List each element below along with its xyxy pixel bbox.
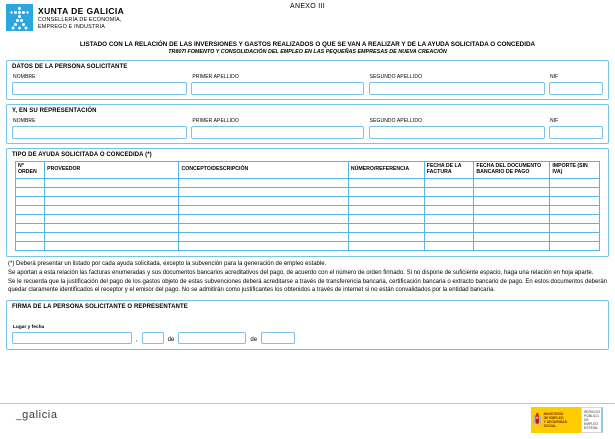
- place-input[interactable]: [12, 332, 132, 344]
- aid-table-cell[interactable]: [179, 241, 348, 250]
- aid-table-empty-row: [15, 223, 599, 232]
- org-name: XUNTA DE GALICIA: [38, 6, 125, 16]
- aid-table-cell[interactable]: [348, 187, 424, 196]
- representative-segundo-apellido-label: SEGUNDO APELLIDO: [369, 118, 423, 124]
- aid-table-cell[interactable]: [15, 241, 44, 250]
- aid-table-cell[interactable]: [45, 196, 179, 205]
- aid-table-cell[interactable]: [15, 178, 44, 187]
- applicant-nif-field: [549, 72, 603, 95]
- de-separator-1: de: [167, 336, 175, 343]
- col-header-fecha-factura: FECHA DE LA FACTURA: [424, 162, 474, 179]
- aid-table-cell[interactable]: [15, 196, 44, 205]
- representative-segundo-apellido-field: [369, 116, 545, 139]
- form-content: [6, 41, 609, 350]
- aid-table-cell[interactable]: [179, 232, 348, 241]
- aid-table-cell[interactable]: [474, 196, 550, 205]
- representative-section-title: Y, EN SU REPRESENTACIÓN: [12, 108, 97, 114]
- aid-table: [15, 161, 600, 251]
- de-separator-2: de: [250, 336, 258, 343]
- representative-nombre-input[interactable]: [12, 126, 187, 139]
- aid-table-cell[interactable]: [45, 223, 179, 232]
- aid-type-section: [6, 148, 609, 257]
- signature-section: [6, 300, 609, 350]
- aid-table-cell[interactable]: [474, 232, 550, 241]
- aid-table-cell[interactable]: [550, 232, 600, 241]
- aid-table-cell[interactable]: [179, 223, 348, 232]
- aid-table-cell[interactable]: [348, 214, 424, 223]
- aid-table-cell[interactable]: [424, 232, 474, 241]
- col-header-proveedor: PROVEEDOR: [45, 162, 179, 179]
- aid-table-cell[interactable]: [179, 214, 348, 223]
- representative-primer-apellido-input[interactable]: [191, 126, 364, 139]
- aid-table-body: [15, 178, 599, 250]
- col-header-numero-referencia: NÚMERO/REFERENCIA: [348, 162, 424, 179]
- col-header-concepto: CONCEPTO/DESCRIPCIÓN: [179, 162, 348, 179]
- galicia-wordmark-text: galicia: [22, 409, 58, 421]
- signature-section-title: FIRMA DE LA PERSONA SOLICITANTE O REPRESENTANTE: [12, 303, 188, 310]
- applicant-segundo-apellido-input[interactable]: [369, 82, 545, 95]
- aid-table-cell[interactable]: [550, 178, 600, 187]
- org-dept-line2: EMPREGO E INDUSTRIA: [38, 23, 105, 30]
- ministry-logo: [531, 407, 603, 433]
- ministry-yellow-block: [531, 407, 581, 433]
- representative-section: [6, 104, 609, 144]
- aid-table-cell[interactable]: [348, 178, 424, 187]
- aid-table-empty-row: [15, 178, 599, 187]
- applicant-nombre-field: [12, 72, 187, 95]
- applicant-primer-apellido-label: PRIMER APELLIDO: [192, 74, 239, 80]
- aid-table-cell[interactable]: [474, 205, 550, 214]
- aid-table-cell[interactable]: [424, 178, 474, 187]
- aid-table-empty-row: [15, 205, 599, 214]
- org-department: [38, 17, 124, 31]
- aid-table-cell[interactable]: [474, 178, 550, 187]
- aid-table-cell[interactable]: [348, 205, 424, 214]
- aid-table-empty-row: [15, 232, 599, 241]
- form-title-line1: LISTADO CON LA RELACIÓN DE LAS INVERSIONES Y GASTOS REALIZADOS O QUE SE VAN A REALIZAR Y DE LA AYUDA SOLICITADA O CONCEDIDA: [79, 41, 536, 48]
- aid-table-cell[interactable]: [15, 214, 44, 223]
- col-header-fecha-doc-bancario: FECHA DEL DOCUMENTO BANCARIO DE PAGO: [474, 162, 550, 179]
- day-input[interactable]: [142, 332, 164, 344]
- applicant-segundo-apellido-label: SEGUNDO APELLIDO: [369, 74, 423, 80]
- annex-label: ANEXO III: [290, 3, 325, 10]
- representative-nif-label: NIF: [549, 118, 559, 124]
- representative-segundo-apellido-input[interactable]: [369, 126, 545, 139]
- aid-table-cell[interactable]: [15, 232, 44, 241]
- aid-table-empty-row: [15, 241, 599, 250]
- aid-table-empty-row: [15, 196, 599, 205]
- representative-primer-apellido-label: PRIMER APELLIDO: [192, 118, 239, 124]
- applicant-nif-input[interactable]: [549, 82, 603, 95]
- col-header-importe: IMPORTE (SIN IVA): [550, 162, 600, 179]
- aid-table-empty-row: [15, 214, 599, 223]
- footnote-3: Se le recuerda que la justificación del pago de los gastos objeto de estas subvenciones deberá acreditarse a través de transferencia bancaria, certificación bancaria o extracto bancario de pago. En estos documentos deberán quedar claramente identificados el receptor y el emisor del pago. No se admitirán como justificantes los obtenidos a través de internet si no están convalidados por la entidad bancaria.: [8, 279, 607, 293]
- footnote-2: Se aportan a esta relación las facturas enumeradas y sus documentos bancarios acreditativos del pago, de acuerdo con el número de orden firmado. Si no dispone de suficiente espacio, haga una relación en hoja aparte.: [8, 270, 594, 277]
- footnotes: [8, 261, 607, 294]
- aid-table-cell[interactable]: [424, 241, 474, 250]
- aid-table-cell[interactable]: [474, 223, 550, 232]
- aid-table-cell[interactable]: [15, 187, 44, 196]
- footnote-1: (*) Deberá presentar un listado por cada ayuda solicitada, excepto la subvención para la generación de empleo estable.: [8, 260, 327, 267]
- aid-table-cell[interactable]: [45, 241, 179, 250]
- footer-divider: [0, 403, 615, 404]
- applicant-nif-label: NIF: [549, 74, 559, 80]
- applicant-nombre-input[interactable]: [12, 82, 187, 95]
- applicant-primer-apellido-input[interactable]: [191, 82, 364, 95]
- aid-table-cell[interactable]: [424, 196, 474, 205]
- representative-fields-row: [12, 116, 603, 139]
- applicant-fields-row: [12, 72, 603, 95]
- aid-table-cell[interactable]: [550, 205, 600, 214]
- year-input[interactable]: [261, 332, 295, 344]
- aid-table-cell[interactable]: [550, 196, 600, 205]
- ministry-text: [544, 412, 579, 428]
- form-title: [6, 41, 609, 55]
- aid-table-cell[interactable]: [348, 196, 424, 205]
- sepe-block: [581, 407, 603, 433]
- aid-table-cell[interactable]: [550, 214, 600, 223]
- galicia-swash-icon: _: [16, 410, 23, 421]
- aid-table-cell[interactable]: [474, 187, 550, 196]
- representative-nombre-label: NOMBRE: [13, 118, 36, 124]
- aid-table-cell[interactable]: [45, 187, 179, 196]
- aid-table-cell[interactable]: [424, 214, 474, 223]
- aid-table-cell[interactable]: [474, 214, 550, 223]
- aid-table-empty-row: [15, 187, 599, 196]
- aid-table-cell[interactable]: [348, 241, 424, 250]
- aid-table-cell[interactable]: [15, 205, 44, 214]
- sepe-line1: SERVICIO PÚBLICO: [584, 409, 601, 418]
- aid-table-cell[interactable]: [179, 178, 348, 187]
- applicant-nombre-label: NOMBRE: [13, 74, 36, 80]
- representative-nif-input[interactable]: [549, 126, 603, 139]
- aid-table-cell[interactable]: [15, 223, 44, 232]
- representative-nombre-field: [12, 116, 187, 139]
- applicant-section: [6, 60, 609, 100]
- aid-table-cell[interactable]: [45, 232, 179, 241]
- aid-table-cell[interactable]: [424, 223, 474, 232]
- comma-separator: ,: [136, 336, 138, 343]
- aid-type-section-title: TIPO DE AYUDA SOLICITADA O CONCEDIDA (*): [12, 152, 152, 158]
- ministry-line3: Y SEGURIDAD SOCIAL: [543, 420, 568, 429]
- aid-table-cell[interactable]: [424, 187, 474, 196]
- aid-table-cell[interactable]: [550, 187, 600, 196]
- galicia-wordmark: [16, 409, 58, 421]
- aid-table-cell[interactable]: [424, 205, 474, 214]
- ministry-line2: DE EMPLEO: [543, 415, 564, 420]
- aid-table-cell[interactable]: [179, 187, 348, 196]
- org-dept-line1: CONSELLERÍA DE ECONOMÍA,: [38, 17, 122, 23]
- aid-table-cell[interactable]: [45, 214, 179, 223]
- aid-table-cell[interactable]: [474, 241, 550, 250]
- aid-table-cell[interactable]: [45, 205, 179, 214]
- ministry-line1: MINISTERIO: [543, 411, 564, 416]
- aid-table-cell[interactable]: [179, 205, 348, 214]
- aid-table-cell[interactable]: [348, 232, 424, 241]
- representative-nif-field: [549, 116, 603, 139]
- sepe-line2: DE EMPLEO ESTATAL: [584, 417, 599, 431]
- applicant-section-title: DATOS DE LA PERSONA SOLICITANTE: [12, 64, 128, 70]
- applicant-segundo-apellido-field: [369, 72, 545, 95]
- month-input[interactable]: [178, 332, 246, 344]
- place-date-row: [12, 332, 603, 344]
- form-title-line2: TR807I FOMENTO Y CONSOLIDACIÓN DEL EMPLEO EN LAS PEQUEÑAS EMPRESAS DE NUEVA CREACIÓN: [168, 49, 447, 55]
- aid-table-header-row: [15, 162, 599, 179]
- aid-table-cell[interactable]: [348, 223, 424, 232]
- aid-table-cell[interactable]: [550, 241, 600, 250]
- spain-coat-of-arms-icon: [533, 412, 542, 428]
- representative-primer-apellido-field: [191, 116, 364, 139]
- col-header-n-orden: Nº ORDEN: [15, 162, 44, 179]
- applicant-primer-apellido-field: [191, 72, 364, 95]
- aid-table-cell[interactable]: [179, 196, 348, 205]
- place-date-label: Lugar y fecha: [13, 324, 45, 330]
- aid-table-cell[interactable]: [45, 178, 179, 187]
- aid-table-cell[interactable]: [550, 223, 600, 232]
- sepe-text: [582, 410, 601, 430]
